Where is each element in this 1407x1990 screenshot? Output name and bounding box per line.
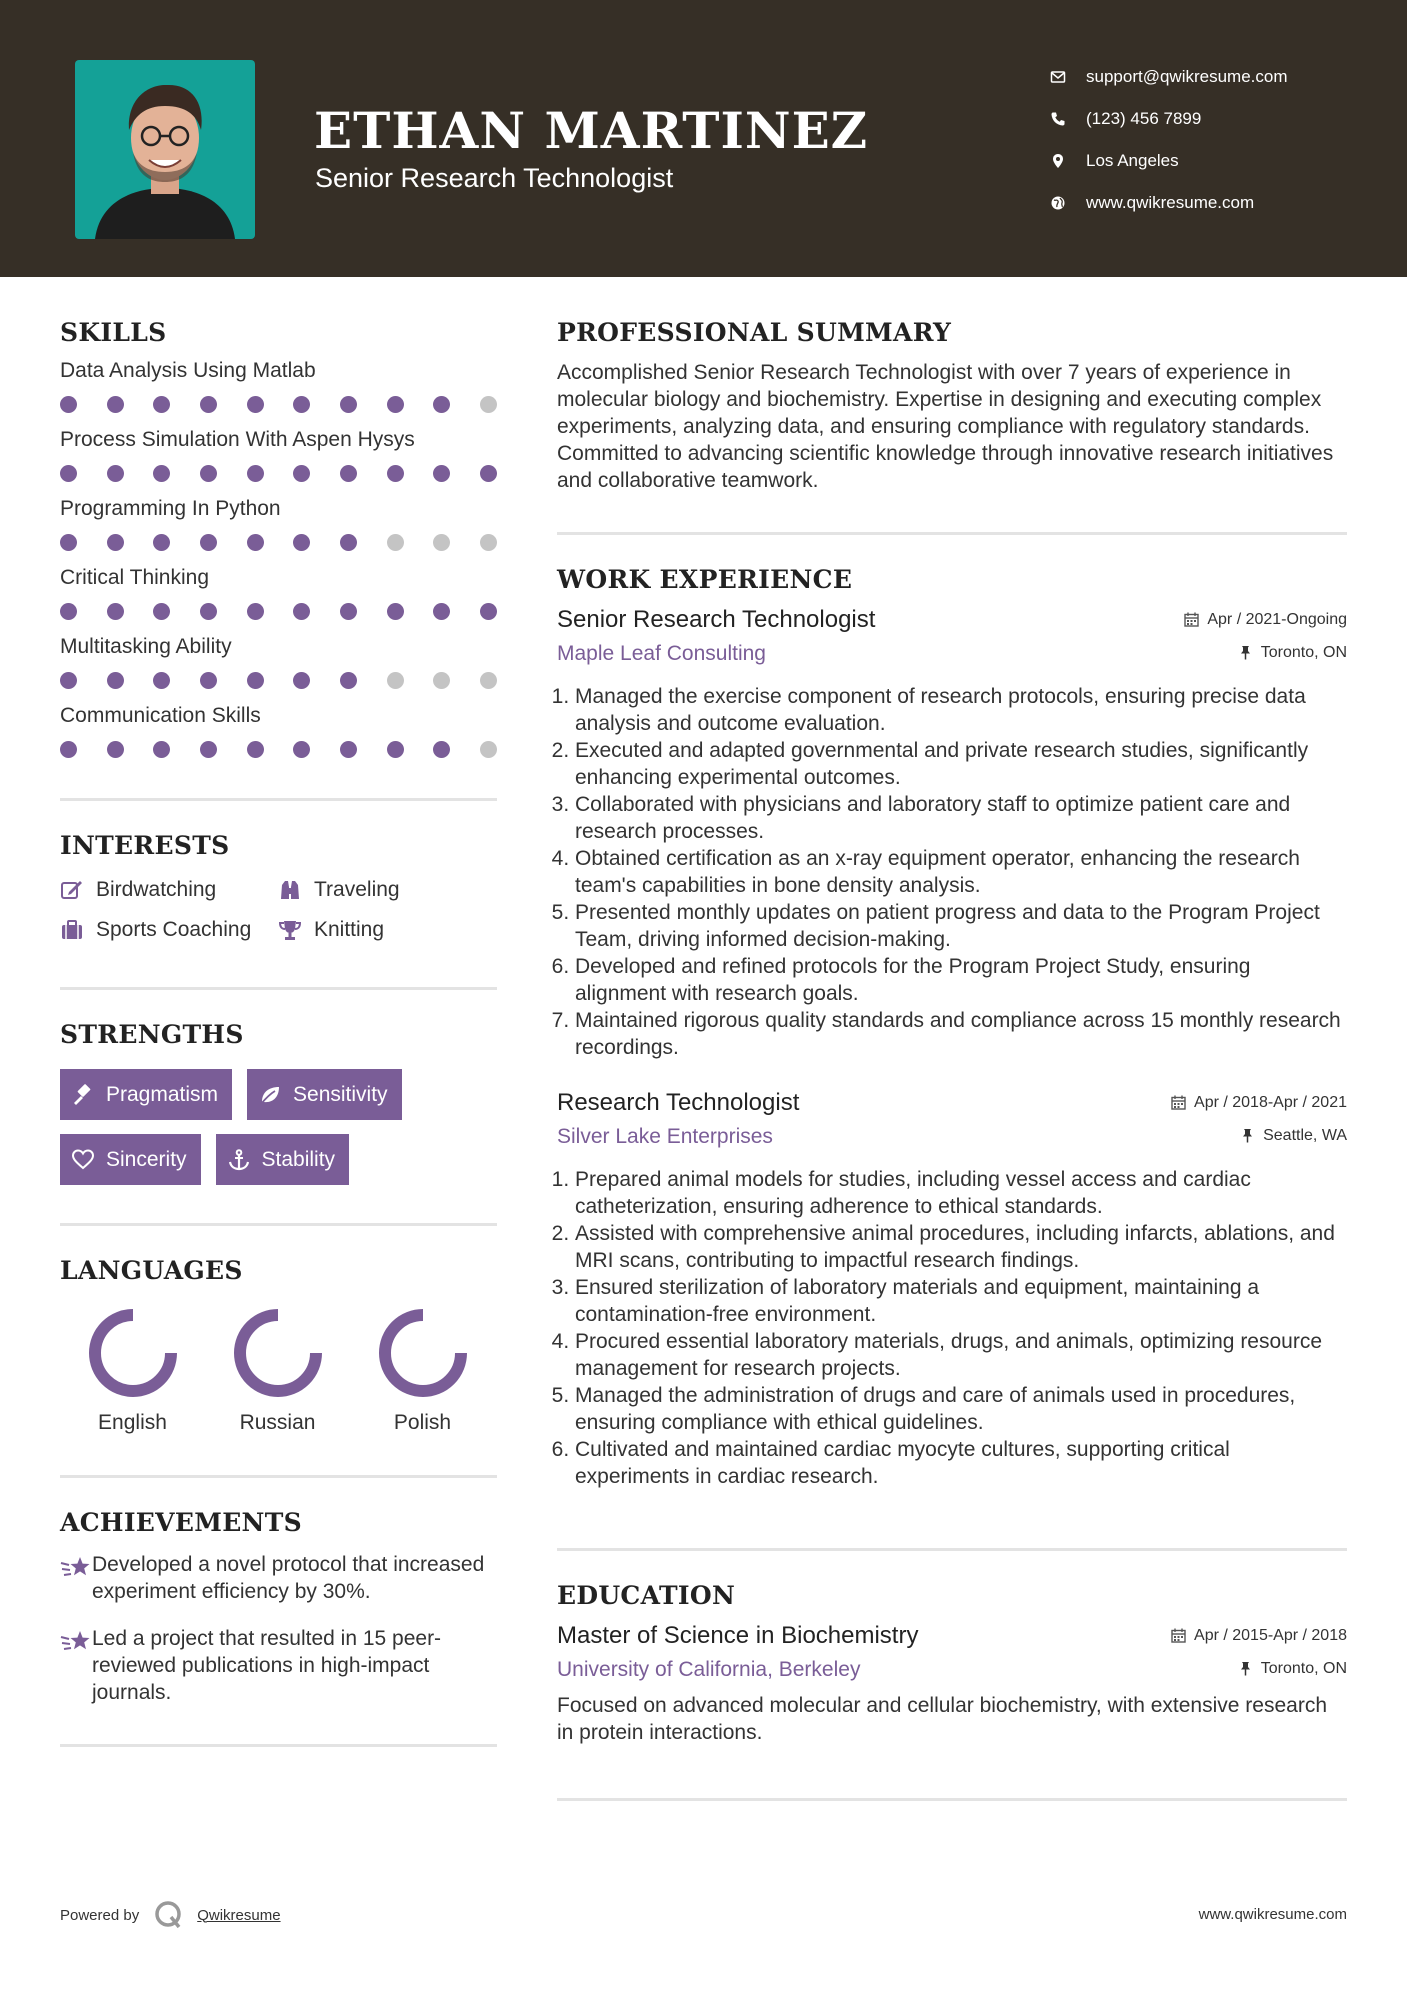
section-divider: [557, 1548, 1347, 1551]
job-responsibilities: [557, 1166, 1347, 1490]
qwikresume-link[interactable]: Qwikresume: [197, 1906, 281, 1924]
job-subheader: [557, 1125, 1347, 1149]
rating-dot-filled: [153, 603, 170, 620]
map-marker-icon: [1050, 153, 1086, 169]
interest-label: Birdwatching: [96, 878, 217, 901]
language-item: [350, 1307, 495, 1435]
footer-powered-by: [60, 1899, 281, 1931]
job-date-text: Apr / 2018-Apr / 2021: [1194, 1093, 1347, 1111]
rating-dot-filled: [107, 465, 124, 482]
contact-email-text: support@qwikresume.com: [1086, 67, 1288, 86]
education-entry: [557, 1622, 1347, 1746]
rating-dot-filled: [247, 465, 264, 482]
rating-dot-filled: [60, 603, 77, 620]
contact-phone[interactable]: [1050, 98, 1380, 140]
qwikresume-logo-icon: [153, 1899, 185, 1931]
trophy-icon: [278, 919, 314, 941]
strengths-heading: STRENGTHS: [60, 1020, 244, 1049]
rating-dot-filled: [200, 465, 217, 482]
job-date: [1184, 611, 1347, 629]
rating-dot-filled: [200, 534, 217, 551]
rating-dot-filled: [200, 741, 217, 758]
gavel-icon: [72, 1084, 94, 1106]
section-divider: [557, 532, 1347, 535]
contact-website-text: www.qwikresume.com: [1086, 193, 1255, 212]
language-name: Russian: [239, 1411, 316, 1434]
achievement-item: [60, 1625, 497, 1706]
rating-dot-filled: [60, 465, 77, 482]
rating-dot-filled: [480, 465, 497, 482]
responsibility-item: 4. Procured essential laboratory materials, drugs, and animals, optimizing resource management for research projects.: [575, 1328, 1347, 1382]
language-name: Polish: [393, 1411, 452, 1434]
skill-name: Communication Skills: [60, 704, 261, 727]
job-subheader: [557, 642, 1347, 666]
language-level-ring: [377, 1307, 469, 1399]
education-degree: Master of Science in Biochemistry: [557, 1622, 919, 1649]
skills-heading: SKILLS: [60, 318, 167, 347]
rating-dot-filled: [433, 603, 450, 620]
heart-icon: [72, 1149, 94, 1171]
rating-dot-filled: [107, 396, 124, 413]
job-responsibilities: [557, 683, 1347, 1061]
briefcase-icon: [60, 919, 96, 941]
section-divider: [60, 798, 497, 801]
rating-dot-empty: [480, 396, 497, 413]
rating-dot-filled: [480, 603, 497, 620]
rating-dot-filled: [200, 396, 217, 413]
rating-dot-filled: [387, 465, 404, 482]
rating-dot-filled: [433, 396, 450, 413]
interest-label: Sports Coaching: [96, 918, 252, 941]
contact-email[interactable]: [1050, 56, 1380, 98]
rating-dot-filled: [433, 465, 450, 482]
strength-badge: [247, 1069, 402, 1120]
rating-dot-filled: [153, 465, 170, 482]
responsibility-item: 3. Ensured sterilization of laboratory materials and equipment, maintaining a contamination-free environment.: [575, 1274, 1347, 1328]
skill-name: Multitasking Ability: [60, 635, 232, 658]
education-subheader: [557, 1658, 1347, 1682]
rating-dot-filled: [340, 741, 357, 758]
rating-dot-empty: [433, 672, 450, 689]
job-date: [1171, 1094, 1347, 1112]
education-header: [557, 1622, 1347, 1650]
achievement-text: Led a project that resulted in 15 peer-reviewed publications in high-impact journals.: [92, 1627, 442, 1704]
skill-rating: [60, 396, 497, 413]
rating-dot-filled: [247, 534, 264, 551]
responsibility-item: 2. Executed and adapted governmental and private research studies, significantly enhancing experimental outcomes.: [575, 737, 1347, 791]
responsibility-item: 6. Cultivated and maintained cardiac myocyte cultures, supporting critical experiments in cardiac research.: [575, 1436, 1347, 1490]
rating-dot-filled: [387, 741, 404, 758]
left-column: [60, 318, 497, 1747]
education-date-text: Apr / 2015-Apr / 2018: [1194, 1626, 1347, 1644]
rating-dot-empty: [387, 672, 404, 689]
language-level-ring: [87, 1307, 179, 1399]
skill-rating: [60, 741, 497, 758]
rating-dot-filled: [387, 396, 404, 413]
binoculars-icon: [278, 879, 314, 901]
pushpin-icon: [1238, 1661, 1253, 1676]
contact-list: [1050, 56, 1380, 224]
rating-dot-filled: [340, 396, 357, 413]
job-location: [1238, 644, 1347, 662]
skill-name: Critical Thinking: [60, 566, 209, 589]
pencil-square-icon: [60, 879, 96, 901]
job-location-text: Seattle, WA: [1263, 1126, 1347, 1144]
contact-website[interactable]: [1050, 182, 1380, 224]
achievement-text: Developed a novel protocol that increased experiment efficiency by 30%.: [92, 1553, 485, 1603]
rating-dot-filled: [247, 741, 264, 758]
responsibility-item: 3. Collaborated with physicians and laboratory staff to optimize patient care and research processes.: [575, 791, 1347, 845]
skill-name: Programming In Python: [60, 497, 281, 520]
strength-label: Sincerity: [106, 1147, 187, 1171]
interest-label: Traveling: [314, 878, 400, 901]
rating-dot-empty: [480, 534, 497, 551]
rating-dot-filled: [433, 741, 450, 758]
rating-dot-filled: [107, 603, 124, 620]
rating-dot-filled: [293, 672, 310, 689]
skill-name: Process Simulation With Aspen Hysys: [60, 428, 415, 451]
person-avatar-icon: [75, 60, 255, 239]
rating-dot-filled: [153, 534, 170, 551]
job-company: Silver Lake Enterprises: [557, 1125, 773, 1148]
leaf-icon: [259, 1084, 281, 1106]
rating-dot-filled: [340, 534, 357, 551]
job-entry: [557, 606, 1347, 1061]
strength-label: Sensitivity: [293, 1082, 388, 1106]
language-item: [60, 1307, 205, 1435]
section-divider: [557, 1798, 1347, 1801]
section-divider: [60, 1744, 497, 1747]
rating-dot-filled: [60, 396, 77, 413]
job-role: Senior Research Technologist: [557, 606, 876, 633]
interest-item: [60, 918, 278, 942]
contact-phone-text: (123) 456 7899: [1086, 109, 1202, 128]
rating-dot-filled: [247, 603, 264, 620]
job-location: [1240, 1127, 1347, 1145]
phone-icon: [1050, 111, 1086, 127]
right-column: [557, 318, 1347, 1801]
rating-dot-empty: [480, 741, 497, 758]
rating-dot-filled: [200, 603, 217, 620]
calendar-icon: [1184, 612, 1199, 627]
pushpin-icon: [1238, 645, 1253, 660]
summary-heading: PROFESSIONAL SUMMARY: [557, 318, 952, 347]
responsibility-item: 1. Managed the exercise component of research protocols, ensuring precise data analysis and outcome evaluation.: [575, 683, 1347, 737]
globe-icon: [1050, 195, 1086, 211]
rating-dot-filled: [107, 672, 124, 689]
anchor-icon: [228, 1149, 250, 1171]
section-divider: [60, 1475, 497, 1478]
skill-rating: [60, 534, 497, 551]
rating-dot-filled: [60, 741, 77, 758]
education-heading: EDUCATION: [557, 1581, 736, 1610]
job-date-text: Apr / 2021-Ongoing: [1207, 610, 1347, 628]
job-company: Maple Leaf Consulting: [557, 642, 766, 665]
achievements-heading: ACHIEVEMENTS: [60, 1508, 302, 1537]
interest-item: [278, 918, 497, 942]
skills-list: [60, 359, 497, 758]
achievement-item: [60, 1551, 497, 1605]
rating-dot-filled: [153, 741, 170, 758]
rating-dot-filled: [340, 465, 357, 482]
responsibility-item: 4. Obtained certification as an x-ray equipment operator, enhancing the research team's capabilities in bone density analysis.: [575, 845, 1347, 899]
language-item: [205, 1307, 350, 1435]
responsibility-item: 7. Maintained rigorous quality standards and compliance across 15 monthly research recordings.: [575, 1007, 1347, 1061]
responsibility-item: 2. Assisted with comprehensive animal procedures, including infarcts, ablations, and MRI scans, contributing to impactful research findings.: [575, 1220, 1347, 1274]
responsibility-item: 1. Prepared animal models for studies, including vessel access and cardiac catheterization, ensuring adherence to ethical standards.: [575, 1166, 1347, 1220]
calendar-icon: [1171, 1628, 1186, 1643]
contact-location-text: Los Angeles: [1086, 151, 1179, 170]
candidate-title: Senior Research Technologist: [315, 163, 674, 193]
pushpin-icon: [1240, 1128, 1255, 1143]
responsibility-item: 5. Managed the administration of drugs and care of animals used in procedures, ensuring compliance with ethical guidelines.: [575, 1382, 1347, 1436]
rating-dot-filled: [247, 672, 264, 689]
education-location: [1238, 1660, 1347, 1678]
rating-dot-empty: [480, 672, 497, 689]
shooting-star-icon: [60, 1625, 92, 1706]
strength-label: Stability: [261, 1147, 336, 1171]
rating-dot-filled: [247, 396, 264, 413]
education-date: [1171, 1627, 1347, 1645]
interest-item: [60, 878, 278, 902]
interest-item: [278, 878, 497, 902]
section-divider: [60, 1223, 497, 1226]
rating-dot-filled: [293, 741, 310, 758]
rating-dot-empty: [433, 534, 450, 551]
rating-dot-filled: [200, 672, 217, 689]
rating-dot-filled: [387, 603, 404, 620]
job-header: [557, 1089, 1347, 1117]
languages-list: [60, 1307, 497, 1435]
rating-dot-filled: [60, 534, 77, 551]
strength-badge: [216, 1134, 350, 1185]
strength-badge: [60, 1134, 201, 1185]
rating-dot-filled: [293, 534, 310, 551]
education-school: University of California, Berkeley: [557, 1658, 861, 1681]
job-role: Research Technologist: [557, 1089, 800, 1116]
experience-heading: WORK EXPERIENCE: [557, 565, 853, 594]
rating-dot-filled: [153, 396, 170, 413]
rating-dot-filled: [340, 603, 357, 620]
language-name: English: [98, 1411, 167, 1434]
education-location-text: Toronto, ON: [1260, 1659, 1347, 1677]
interest-label: Knitting: [314, 918, 385, 941]
candidate-name: ETHAN MARTINEZ: [314, 101, 869, 160]
footer-url[interactable]: www.qwikresume.com: [1198, 1906, 1347, 1923]
responsibility-item: 5. Presented monthly updates on patient progress and data to the Program Project Team, driving informed decision-making.: [575, 899, 1347, 953]
strengths-list: [60, 1069, 497, 1185]
section-divider: [60, 987, 497, 990]
rating-dot-empty: [387, 534, 404, 551]
strength-label: Pragmatism: [106, 1082, 219, 1106]
shooting-star-icon: [60, 1551, 92, 1605]
job-header: [557, 606, 1347, 634]
rating-dot-filled: [107, 534, 124, 551]
powered-by-text: Powered by: [60, 1906, 140, 1924]
interests-list: [60, 878, 497, 942]
envelope-icon: [1050, 69, 1086, 85]
responsibility-item: 6. Developed and refined protocols for the Program Project Study, ensuring alignment with research goals.: [575, 953, 1347, 1007]
skill-rating: [60, 465, 497, 482]
rating-dot-filled: [60, 672, 77, 689]
profile-photo: [75, 60, 255, 239]
interests-heading: INTERESTS: [60, 831, 230, 860]
skill-rating: [60, 672, 497, 689]
calendar-icon: [1171, 1095, 1186, 1110]
skill-name: Data Analysis Using Matlab: [60, 359, 316, 382]
rating-dot-filled: [153, 672, 170, 689]
rating-dot-filled: [293, 603, 310, 620]
languages-heading: LANGUAGES: [60, 1256, 243, 1285]
contact-location: [1050, 140, 1380, 182]
language-level-ring: [232, 1307, 324, 1399]
strength-badge: [60, 1069, 232, 1120]
rating-dot-filled: [293, 396, 310, 413]
resume-header: [0, 0, 1407, 277]
job-entry: [557, 1089, 1347, 1490]
skill-rating: [60, 603, 497, 620]
rating-dot-filled: [293, 465, 310, 482]
rating-dot-filled: [340, 672, 357, 689]
job-location-text: Toronto, ON: [1260, 643, 1347, 661]
rating-dot-filled: [107, 741, 124, 758]
education-description: Focused on advanced molecular and cellular biochemistry, with extensive research in protein interactions.: [557, 1694, 1327, 1744]
summary-text: Accomplished Senior Research Technologist with over 7 years of experience in molecular biology and biochemistry. Expertise in designing and executing complex experiments, analyzing data, and ensuring compliance with regulatory standards. Committed to advancing scientific knowledge through innovative research initiatives and collaborative teamwork.: [557, 361, 1334, 492]
